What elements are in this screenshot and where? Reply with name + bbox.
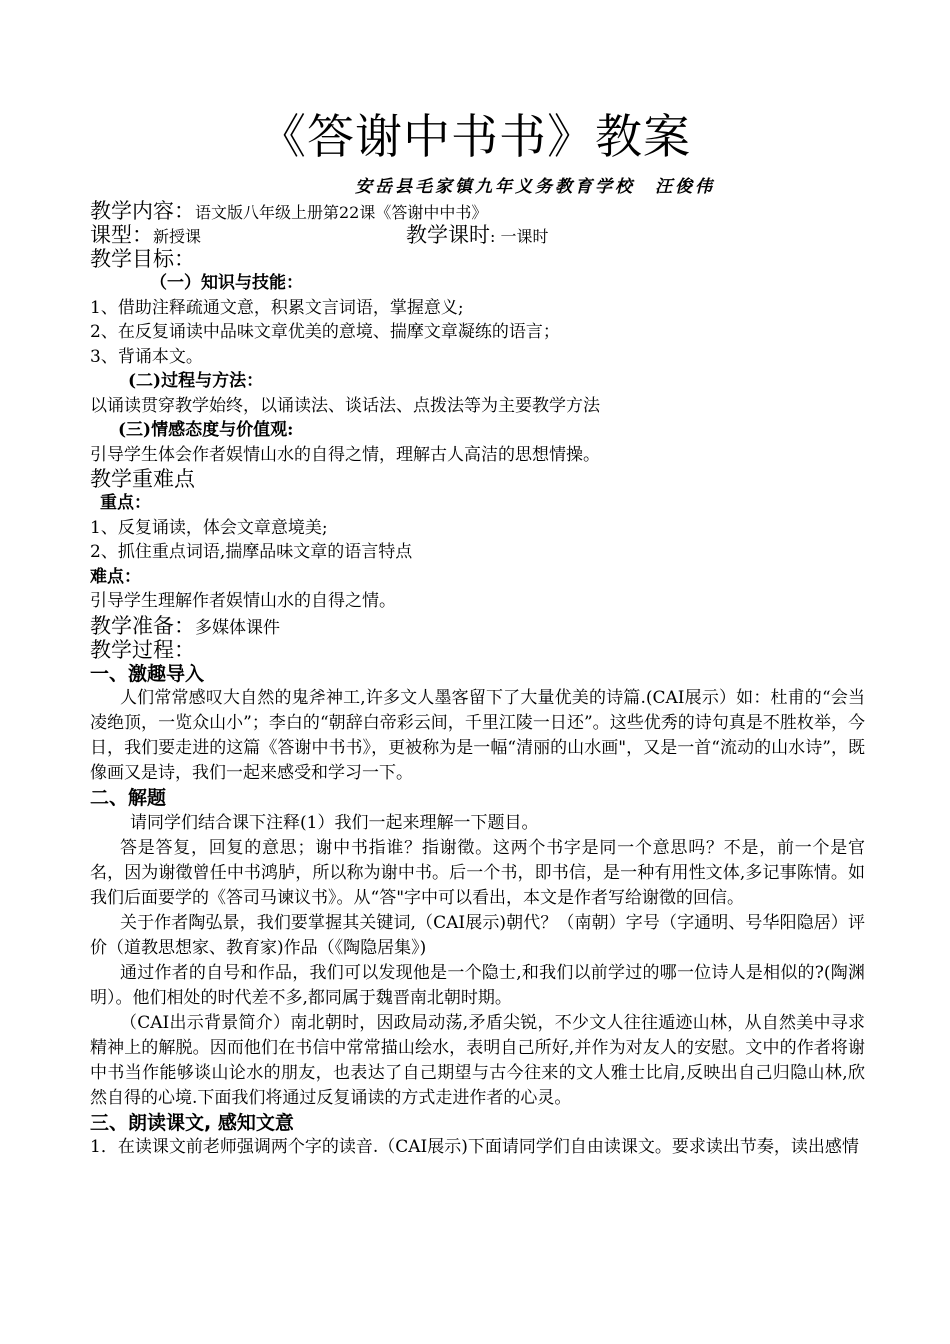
hours-label: 教学课时 (406, 223, 490, 247)
difficult-text: 引导学生理解作者娱情山水的自得之情。 (90, 591, 396, 611)
content-value: 语文版八年级上册第22课《答谢中中书》 (195, 203, 488, 222)
process-heading: 教学过程： (90, 637, 195, 662)
type-label: 课型： (90, 223, 153, 247)
key-item: 2、抓住重点词语,揣摩品味文章的语言特点 (90, 542, 413, 562)
author-line: 安岳县毛家镇九年义务教育学校 汪俊伟 (355, 177, 715, 197)
section-title: 三、朗读课文, 感知文意 (90, 1111, 294, 1134)
knowledge-item: 3、背诵本文。 (90, 346, 203, 367)
goals-heading: 教学目标： (90, 247, 195, 271)
prep-line (90, 614, 865, 638)
section-paragraph: 答是答复，回复的意思；谢中书指谁？指谢徵。这两个书字是同一个意思吗？不是，前一个是官名，因为谢徵曾任中书鸿胪，所以称为谢中书。后一个书，即书信，是一种有用性文体,多记事陈情。如我们后面要学的《答司马谏议书》。从“答"字中可以看出，本文是作者写给谢徵的回信。 (90, 837, 865, 908)
section-title: 一、激趣导入 (90, 662, 205, 685)
document-body (90, 199, 865, 1160)
key-points-heading: 教学重难点 (90, 467, 195, 491)
emotion-text: 引导学生体会作者娱情山水的自得之情，理解古人高洁的思想情操。 (90, 444, 600, 465)
process-method-text: 以诵读贯穿教学始终，以诵读法、谈话法、点拨法等为主要教学方法 (90, 395, 600, 416)
prep-value: 多媒体课件 (195, 617, 280, 638)
section-title: 二、解题 (90, 787, 167, 809)
prep-label: 教学准备： (90, 613, 195, 638)
knowledge-item: 2、在反复诵读中品味文章优美的意境、揣摩文章凝练的语言； (90, 322, 560, 342)
emotion-heading: (三)情感态度与价值观: (118, 420, 294, 440)
section-paragraph: 人们常常感叹大自然的鬼斧神工,许多文人墨客留下了大量优美的诗篇.(CAI展示）如：杜甫的“会当凌绝顶，一览众山小”；李白的“朝辞白帝彩云间，千里江陵一日还”。这些优秀的诗句真是不胜枚举，今日，我们要走进的这篇《答谢中书书》，更被称为是一幅“清丽的山水画"，又是一首“流动的山水诗”，既像画又是诗，我们一起来感受和学习一下。 (90, 688, 865, 783)
difficult-label: 难点： (90, 566, 141, 587)
key-item: 1、反复诵读，体会文章意境美; (90, 517, 328, 538)
section-paragraph: 关于作者陶弘景，我们要掌握其关键词,（CAI展示)朝代？（南朝）字号（字通明、号华阳隐居）评价（道教思想家、教育家)作品（《陶隐居集》) (90, 912, 865, 958)
hours-value: : 一课时 (490, 227, 549, 246)
process-method-heading: (二)过程与方法： (128, 371, 264, 391)
section-paragraph: （CAI出示背景简介）南北朝时，因政局动荡,矛盾尖锐，不少文人往往遁迹山林，从自然美中寻求精神上的解脱。因而他们在书信中常常描山绘水，表明自己所好,并作为对友人的安慰。文中的作者将谢中书当作能够谈山论水的朋友，也表达了自己期望与古今往来的文人雅士比肩,反映出自己归隐山林,欣然自得的心境.下面我们将通过反复诵读的方式走进作者的心灵。 (90, 1012, 865, 1108)
section-paragraph: 1．在读课文前老师强调两个字的读音.（CAI展示)下面请同学们自由读课文。要求读出节奏，读出感情 (90, 1137, 859, 1157)
knowledge-item: 1、借助注释疏通文意，积累文言词语，掌握意义; (90, 297, 464, 318)
section-paragraph: 通过作者的自号和作品，我们可以发现他是一个隐士,和我们以前学过的哪一位诗人是相似的?(陶渊明）。他们相处的时代差不多,都同属于魏晋南北朝时期。 (90, 962, 865, 1008)
type-hours-line (90, 223, 865, 247)
content-line (90, 199, 865, 223)
key-label: 重点： (100, 493, 151, 513)
type-value: 新授课 (153, 227, 202, 246)
section-paragraph: 请同学们结合课下注释(1）我们一起来理解一下题目。 (130, 812, 539, 833)
content-label: 教学内容： (90, 199, 195, 223)
document-title: 《答谢中书书》教案 (259, 110, 691, 165)
knowledge-heading: （一）知识与技能： (150, 273, 303, 293)
